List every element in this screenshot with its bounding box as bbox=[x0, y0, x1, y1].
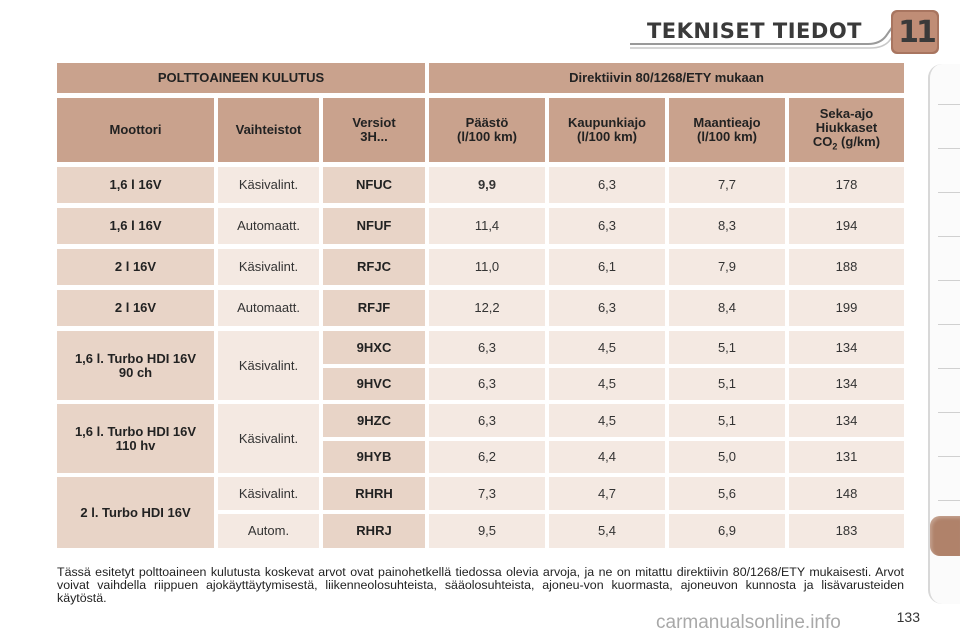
row-version: 9HVC bbox=[323, 368, 425, 400]
row-urban: 4,4 bbox=[549, 441, 665, 473]
row-engine-line2: 90 ch bbox=[118, 364, 153, 380]
row-extra: 6,2 bbox=[429, 441, 545, 473]
column-header-version-line2: 3H... bbox=[360, 129, 388, 144]
row-co2: 178 bbox=[789, 167, 904, 203]
row-highway: 5,6 bbox=[669, 477, 785, 510]
tab-divider bbox=[938, 324, 960, 325]
row-gearbox-merged: Käsivalint. bbox=[218, 404, 319, 473]
row-highway: 5,0 bbox=[669, 441, 785, 473]
row-version: RFJC bbox=[323, 249, 425, 285]
row-version: RHRH bbox=[323, 477, 425, 510]
row-urban: 6,3 bbox=[549, 208, 665, 244]
co2-unit: (g/km) bbox=[837, 133, 881, 149]
row-urban: 4,5 bbox=[549, 368, 665, 400]
row-co2: 134 bbox=[789, 331, 904, 364]
row-extra: 9,5 bbox=[429, 514, 545, 548]
row-extra: 7,3 bbox=[429, 477, 545, 510]
row-extra: 11,0 bbox=[429, 249, 545, 285]
column-header-co2-line1: Seka-ajo bbox=[819, 105, 874, 121]
row-highway: 5,1 bbox=[669, 404, 785, 437]
chapter-tab-strip bbox=[926, 64, 960, 604]
row-version: 9HYB bbox=[323, 441, 425, 473]
row-highway: 8,4 bbox=[669, 290, 785, 326]
row-gearbox: Käsivalint. bbox=[218, 249, 319, 285]
column-header-highway-line2: (l/100 km) bbox=[697, 129, 757, 144]
tab-divider bbox=[938, 280, 960, 281]
row-version: 9HZC bbox=[323, 404, 425, 437]
row-co2: 148 bbox=[789, 477, 904, 510]
watermark-text: carmanualsonline.info bbox=[656, 612, 841, 633]
row-version: NFUF bbox=[323, 208, 425, 244]
tab-divider bbox=[938, 368, 960, 369]
row-version: RHRJ bbox=[323, 514, 425, 548]
column-header-co2 bbox=[789, 98, 904, 162]
row-engine: 2 l 16V bbox=[57, 249, 214, 285]
row-urban: 5,4 bbox=[549, 514, 665, 548]
row-highway: 7,7 bbox=[669, 167, 785, 203]
row-co2: 134 bbox=[789, 404, 904, 437]
row-gearbox: Autom. bbox=[218, 514, 319, 548]
column-header-engine: Moottori bbox=[57, 98, 214, 162]
row-engine: 1,6 l 16V bbox=[57, 167, 214, 203]
row-highway: 5,1 bbox=[669, 331, 785, 364]
chapter-number-badge: 11 bbox=[898, 14, 934, 50]
row-engine-merged bbox=[57, 404, 214, 473]
column-header-highway-line1: Maantieajo bbox=[693, 115, 761, 130]
column-header-highway bbox=[669, 98, 785, 162]
active-chapter-tab[interactable] bbox=[930, 516, 960, 556]
page-header bbox=[0, 0, 960, 62]
row-highway: 8,3 bbox=[669, 208, 785, 244]
row-version: RFJF bbox=[323, 290, 425, 326]
row-urban: 6,1 bbox=[549, 249, 665, 285]
column-header-extra bbox=[429, 98, 545, 162]
tab-divider bbox=[938, 104, 960, 105]
group-header-fuel-consumption: POLTTOAINEEN KULUTUS bbox=[57, 63, 425, 93]
column-header-co2-line2: Hiukkaset bbox=[815, 119, 878, 135]
page-title: TEKNISET TIEDOT bbox=[646, 19, 862, 43]
column-header-urban-line1: Kaupunkiajo bbox=[567, 115, 646, 130]
row-highway: 6,9 bbox=[669, 514, 785, 548]
row-gearbox: Automaatt. bbox=[218, 290, 319, 326]
row-urban: 4,5 bbox=[549, 331, 665, 364]
row-urban: 4,5 bbox=[549, 404, 665, 437]
row-co2: 183 bbox=[789, 514, 904, 548]
column-header-co2-line3 bbox=[813, 135, 880, 154]
row-engine-line2: 110 hv bbox=[115, 437, 156, 453]
row-gearbox: Käsivalint. bbox=[218, 167, 319, 203]
row-gearbox-merged: Käsivalint. bbox=[218, 331, 319, 400]
row-co2: 199 bbox=[789, 290, 904, 326]
row-extra: 9,9 bbox=[429, 167, 545, 203]
row-co2: 194 bbox=[789, 208, 904, 244]
row-engine-line1: 1,6 l. Turbo HDI 16V bbox=[74, 423, 197, 439]
row-urban: 6,3 bbox=[549, 167, 665, 203]
tab-divider bbox=[938, 500, 960, 501]
group-header-directive: Direktiivin 80/1268/ETY mukaan bbox=[429, 63, 904, 93]
row-gearbox: Automaatt. bbox=[218, 208, 319, 244]
tab-divider bbox=[938, 236, 960, 237]
row-engine-merged bbox=[57, 331, 214, 400]
column-header-urban bbox=[549, 98, 665, 162]
footnote-paragraph: Tässä esitetyt polttoaineen kulutusta koskevat arvot ovat painohetkellä tiedossa olevia arvoja, ja ne on mitattu direktiivin 80/1268/ETY mukaisesti. Arvot voivat vaihdella riippuen ajokäyttäytymisestä, liikenneolosuhteista, sääolosuhteista, ajoneu-von kuormasta, ajoneuvon kunnosta ja lisävarusteiden käytöstä. bbox=[57, 565, 904, 605]
row-co2: 134 bbox=[789, 368, 904, 400]
row-urban: 4,7 bbox=[549, 477, 665, 510]
row-version: NFUC bbox=[323, 167, 425, 203]
row-extra: 6,3 bbox=[429, 404, 545, 437]
row-version: 9HXC bbox=[323, 331, 425, 364]
row-gearbox: Käsivalint. bbox=[218, 477, 319, 510]
page-number: 133 bbox=[896, 609, 920, 625]
tab-divider bbox=[938, 192, 960, 193]
row-co2: 131 bbox=[789, 441, 904, 473]
row-engine: 2 l 16V bbox=[57, 290, 214, 326]
row-co2: 188 bbox=[789, 249, 904, 285]
row-extra: 12,2 bbox=[429, 290, 545, 326]
row-extra: 6,3 bbox=[429, 331, 545, 364]
co2-label: CO bbox=[812, 133, 833, 149]
column-header-version-line1: Versiot bbox=[352, 115, 396, 130]
column-header-urban-line2: (l/100 km) bbox=[577, 129, 637, 144]
row-engine-merged: 2 l. Turbo HDI 16V bbox=[57, 477, 214, 548]
row-engine: 1,6 l 16V bbox=[57, 208, 214, 244]
tab-divider bbox=[938, 412, 960, 413]
column-header-extra-line2: (l/100 km) bbox=[457, 129, 517, 144]
row-engine-line1: 1,6 l. Turbo HDI 16V bbox=[74, 350, 197, 366]
column-header-extra-line1: Päästö bbox=[465, 115, 509, 130]
tab-divider bbox=[938, 456, 960, 457]
row-highway: 7,9 bbox=[669, 249, 785, 285]
co2-subscript: 2 bbox=[832, 141, 838, 152]
tab-divider bbox=[938, 148, 960, 149]
row-highway: 5,1 bbox=[669, 368, 785, 400]
row-urban: 6,3 bbox=[549, 290, 665, 326]
row-extra: 6,3 bbox=[429, 368, 545, 400]
column-header-version bbox=[323, 98, 425, 162]
row-extra: 11,4 bbox=[429, 208, 545, 244]
column-header-gearbox: Vaihteistot bbox=[218, 98, 319, 162]
